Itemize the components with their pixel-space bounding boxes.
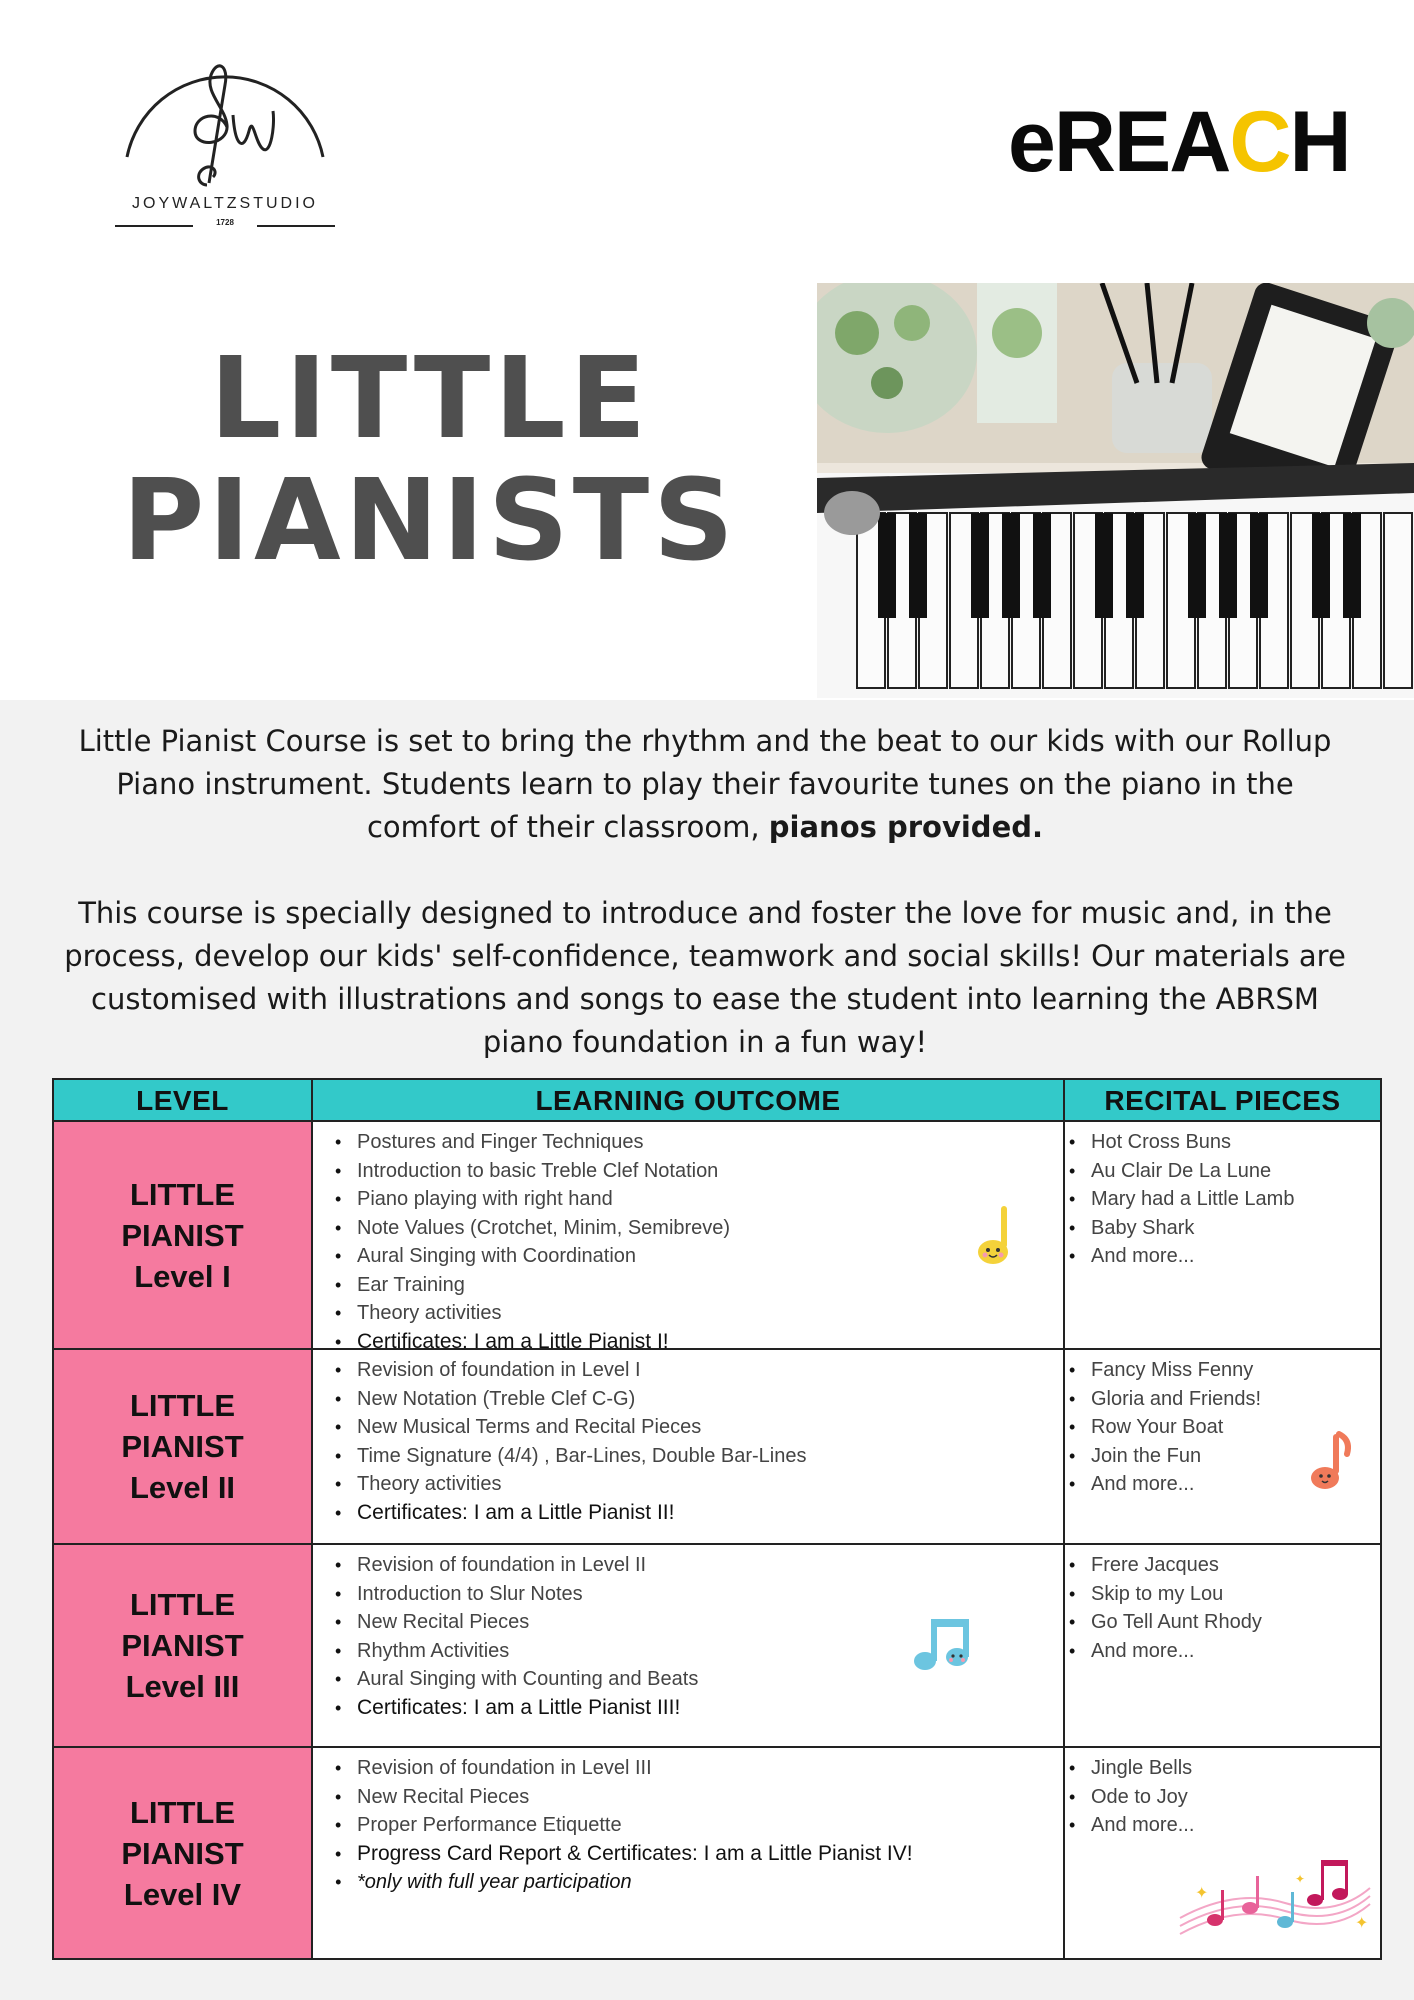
participation-note: • *only with full year participation — [335, 1868, 1063, 1897]
logo-divider — [257, 225, 335, 227]
level-cell: LITTLE PIANIST Level II — [54, 1350, 313, 1543]
recital-item: • And more... — [1069, 1242, 1380, 1271]
certificate-item: • Progress Card Report & Certificates: I am a Little Pianist IV! — [335, 1840, 1063, 1869]
recital-pieces-cell — [1065, 1545, 1380, 1746]
course-levels-table — [52, 1078, 1382, 1960]
rollup-piano-photo — [817, 283, 1414, 698]
learning-outcome-cell — [313, 1748, 1065, 1958]
recital-item: • And more... — [1069, 1811, 1380, 1840]
recital-item: • Row Your Boat — [1069, 1413, 1380, 1442]
recital-item: • Go Tell Aunt Rhody — [1069, 1608, 1380, 1637]
header-recital-pieces: RECITAL PIECES — [1104, 1085, 1341, 1116]
outcome-item: • Introduction to basic Treble Clef Notation — [335, 1157, 1063, 1186]
certificate-item: • Certificates: I am a Little Pianist III! — [335, 1694, 1063, 1723]
outcome-item: • Piano playing with right hand — [335, 1185, 1063, 1214]
recital-item: • Baby Shark — [1069, 1214, 1380, 1243]
title-line-1: LITTLE — [209, 334, 651, 464]
learning-outcome-cell — [313, 1545, 1065, 1746]
recital-item: • Gloria and Friends! — [1069, 1385, 1380, 1414]
recital-item: • And more... — [1069, 1470, 1380, 1499]
table-header-row — [54, 1080, 1380, 1122]
outcome-item: • New Recital Pieces — [335, 1608, 1063, 1637]
recital-pieces-cell — [1065, 1122, 1380, 1348]
smiley-quaver-note-icon — [1307, 1430, 1351, 1494]
level-cell: LITTLE PIANIST Level IV — [54, 1748, 313, 1958]
outcome-item: • Aural Singing with Counting and Beats — [335, 1665, 1063, 1694]
learning-outcome-cell — [313, 1350, 1065, 1543]
studio-logo — [115, 45, 335, 235]
outcome-item: • Rhythm Activities — [335, 1637, 1063, 1666]
outcome-item: • Note Values (Crotchet, Minim, Semibreve) — [335, 1214, 1063, 1243]
outcome-item: • New Notation (Treble Clef C-G) — [335, 1385, 1063, 1414]
pianos-provided-text: pianos provided. — [768, 810, 1044, 844]
outcome-item: • Revision of foundation in Level II — [335, 1551, 1063, 1580]
recital-item: • Join the Fun — [1069, 1442, 1380, 1471]
table-row-level-3 — [54, 1545, 1380, 1748]
recital-item: • Mary had a Little Lamb — [1069, 1185, 1380, 1214]
recital-item: • Fancy Miss Fenny — [1069, 1356, 1380, 1385]
page-title — [100, 334, 760, 586]
outcome-item: • Revision of foundation in Level I — [335, 1356, 1063, 1385]
header-learning-outcome: LEARNING OUTCOME — [313, 1080, 1065, 1120]
certificate-item: • Certificates: I am a Little Pianist I! — [335, 1328, 1063, 1357]
treble-clef-logo-icon — [115, 45, 335, 195]
table-row-level-4 — [54, 1748, 1380, 1958]
outcome-item: • Postures and Finger Techniques — [335, 1128, 1063, 1157]
recital-item: • And more... — [1069, 1637, 1380, 1666]
smiley-beamed-notes-icon — [913, 1615, 979, 1675]
certificate-item: • Certificates: I am a Little Pianist II! — [335, 1499, 1063, 1528]
recital-item: • Frere Jacques — [1069, 1551, 1380, 1580]
outcome-item: • New Recital Pieces — [335, 1783, 1063, 1812]
svg-text:✦: ✦ — [1195, 1883, 1209, 1902]
outcome-item: • New Musical Terms and Recital Pieces — [335, 1413, 1063, 1442]
recital-pieces-cell — [1065, 1748, 1380, 1958]
learning-outcome-cell — [313, 1122, 1065, 1353]
level-cell: LITTLE PIANIST Level III — [54, 1545, 313, 1746]
title-line-2: PIANISTS — [122, 456, 738, 586]
recital-item: • Skip to my Lou — [1069, 1580, 1380, 1609]
outcome-item: • Aural Singing with Coordination — [335, 1242, 1063, 1271]
recital-item: • Jingle Bells — [1069, 1754, 1380, 1783]
ereach-wordmark: eREACH — [1008, 94, 1350, 190]
course-description — [60, 720, 1350, 1064]
svg-text:✦: ✦ — [1355, 1913, 1369, 1932]
music-staff-notes-icon — [1175, 1848, 1375, 1948]
intro-paragraph-2: This course is specially designed to introduce and foster the love for music and, in the process, develop our kids' self-confidence, teamwork and social skills! Our materials are customised with illustrations and songs to ease the student into learning the ABRSM piano foundation in a fun way! — [64, 896, 1346, 1059]
svg-text:✦: ✦ — [1295, 1872, 1306, 1886]
smiley-minim-note-icon — [973, 1204, 1017, 1268]
outcome-item: • Theory activities — [335, 1470, 1063, 1499]
outcome-item: • Introduction to Slur Notes — [335, 1580, 1063, 1609]
recital-item: • Ode to Joy — [1069, 1783, 1380, 1812]
level-cell: LITTLE PIANIST Level I — [54, 1122, 313, 1348]
outcome-item: • Ear Training — [335, 1271, 1063, 1300]
studio-name: JOYWALTZSTUDIO — [132, 195, 318, 212]
intro-paragraph-1: Little Pianist Course is set to bring the rhythm and the beat to our kids with our Rollup Piano instrument. Students learn to play their favourite tunes on the piano in the comfort of their classroom, pianos provided. — [78, 724, 1332, 844]
ereach-logo — [1008, 92, 1368, 192]
outcome-item: • Revision of foundation in Level III — [335, 1754, 1063, 1783]
outcome-item: • Proper Performance Etiquette — [335, 1811, 1063, 1840]
recital-pieces-cell — [1065, 1350, 1380, 1543]
header-level: LEVEL — [54, 1080, 313, 1120]
recital-item: • Au Clair De La Lune — [1069, 1157, 1380, 1186]
table-row-level-1 — [54, 1122, 1380, 1353]
table-row-level-2 — [54, 1350, 1380, 1545]
outcome-item: • Theory activities — [335, 1299, 1063, 1328]
recital-item: • Hot Cross Buns — [1069, 1128, 1380, 1157]
outcome-item: • Time Signature (4/4) , Bar-Lines, Double Bar-Lines — [335, 1442, 1063, 1471]
studio-number: 1728 — [216, 218, 234, 227]
